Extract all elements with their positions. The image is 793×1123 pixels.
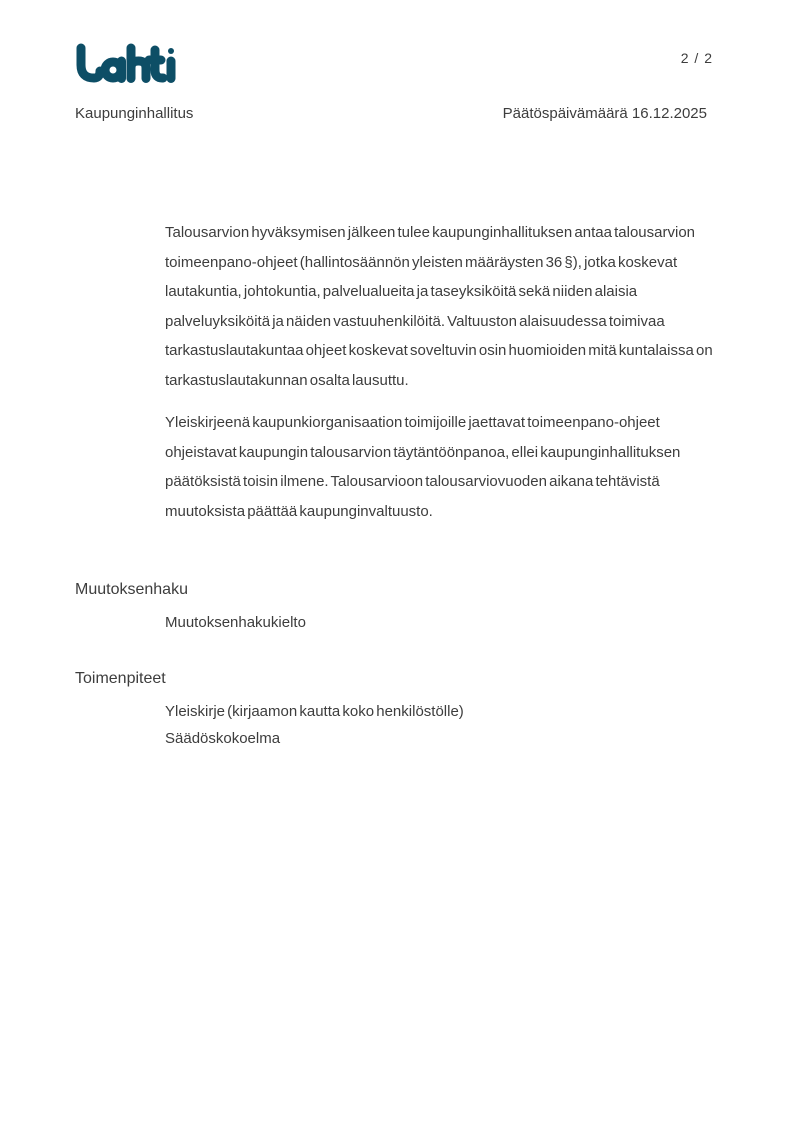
page-number: 2 / 2 — [680, 50, 713, 66]
paragraph-1: Talousarvion hyväksymisen jälkeen tulee kaupunginhallituksen antaa talousarvion toimeenpano-ohjeet (hallintosäännön yleisten määräysten 36 §), jotka koskevat lautakuntia, johtokuntia, palvelualueita ja taseyksiköitä sekä niiden alaisia palveluyksiköitä ja näiden vastuuhenkilöitä. Valtuuston alaisuudessa toimivaa tarkastuslautakuntaa ohjeet koskevat soveltuvin osin huomioiden mitä kuntalaissa on tarkastuslautakunnan osalta lausuttu. — [165, 224, 713, 389]
section-item: Säädöskokoelma — [165, 729, 281, 747]
lahti-logo — [73, 42, 183, 88]
body-text — [165, 218, 718, 539]
section-muutoksenhaku — [75, 581, 707, 637]
section-item: Yleiskirje (kirjaamon kautta koko henkilöstölle) — [165, 703, 464, 720]
lahti-logo-icon — [73, 42, 183, 88]
committee-name: Kaupunginhallitus — [75, 105, 194, 122]
section-toimenpiteet — [75, 670, 707, 752]
decision-date: Päätöspäivämäärä 16.12.2025 — [502, 105, 707, 122]
document-header — [75, 105, 707, 122]
section-heading: Muutoksenhaku — [75, 581, 188, 598]
section-heading: Toimenpiteet — [75, 670, 166, 687]
paragraph-2: Yleiskirjeenä kaupunkiorganisaation toimijoille jaettavat toimeenpano-ohjeet ohjeistavat kaupungin talousarvion täytäntöönpanoa, ellei kaupunginhallituksen päätöksistä toisin ilmene. Talousarvioon talousarviovuoden aikana tehtävistä muutoksista päättää kaupunginvaltuusto. — [165, 414, 681, 520]
section-item: Muutoksenhakukielto — [165, 614, 306, 631]
